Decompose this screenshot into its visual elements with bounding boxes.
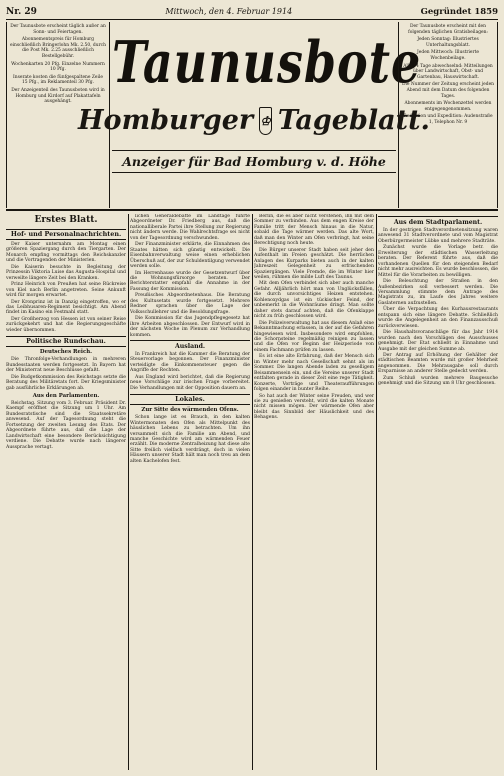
info-line: Der Taunusbote erscheint mit den folgenden täglichen Gratisbeilagen:: [408, 24, 488, 35]
article-paragraph: Die Bürger unserer Stadt haben seit jeher den Aufenthalt im Freien geschätzt. Die herrlichen Anlagen des Kurparks bieten auch in der kalten Jahreszeit Gelegenheit zu erfrischenden Spaziergängen. Viele Fremde, die im Winter hier weilen, rühmen die milde Luft des Taunus.: [254, 247, 374, 280]
info-line: Die Nummer der Zeitung erscheint jeden Abend mit dem Datum des folgenden Tages.: [402, 82, 495, 99]
article-paragraph: So hat auch der Winter seine Freuden, und wer sie zu genießen versteht, wird die kalten Monate nicht missen mögen. Der wärmende Ofen aber bleibt das Sinnbild der Häuslichkeit und des Behagens.: [254, 393, 374, 421]
newspaper-tagline: Anzeiger für Bad Homburg v. d. Höhe: [112, 150, 396, 173]
info-line: Der Anzeigenteil des Taunusboten wird in Homburg und Kirdorf auf Plakattafeln ausgehängt.: [11, 87, 105, 105]
top-bar: [6, 4, 498, 20]
masthead-rule: [6, 209, 498, 211]
issue-number: Nr. 29: [6, 6, 37, 17]
subsection-heading: Deutsches Reich.: [39, 349, 93, 356]
article-paragraph: Der Kaiser unternahm am Montag einen größeren Spaziergang durch den Tiergarten. Der Monarch empfing vormittags den Reichskanzler und die Vortragenden der Ministerien.: [6, 242, 126, 264]
subtitle-left: Homburger: [78, 105, 254, 136]
section-heading: Lokales.: [130, 394, 250, 405]
article-paragraph: Die Budgetkommission des Reichstags setzte die Beratung des Militäretats fort. Der Kriegsminister gab ausführliche Erklärungen ab.: [6, 374, 126, 391]
article-paragraph: Die Polizeiverwaltung hat aus diesem Anlaß eine Bekanntmachung erlassen, in der auf die Gefahren hingewiesen wird. Insbesondere wird empfohlen, die Schornsteine regelmäßig reinigen zu lassen und die Öfen vor Beginn der Heizperiode von einem Fachmann prüfen zu lassen.: [254, 320, 374, 353]
info-line: Jeden Sonntag: Illustriertes Unterhaltungsblatt.: [417, 37, 479, 48]
article-paragraph: lichen Generaldebatte im Landtage führte Abgeordneter Dr. Friedberg aus, daß die nationalliberale Partei ihre Stellung zur Regierung nicht ändern werde. Die Wahlrechtsfrage sei nicht von der Tagesordnung verschwunden.: [130, 214, 250, 241]
info-line: Redaktion und Expedition: Audenstraße 1, Telephon Nr. 9: [403, 114, 493, 125]
info-line: Inserate kosten die fünfgespaltene Zeile 15 Pfg., im Reklamenteil 30 Pfg.: [13, 74, 103, 86]
article-paragraph: Aus England wird berichtet, daß die Regierung neue Vorschläge zur irischen Frage vorbereitet. Die Verhandlungen mit der Opposition dauern an.: [130, 374, 250, 391]
article-paragraph: Der Finanzminister erklärte, die Einnahmen des Staates hätten sich günstig entwickelt. Die Eisenbahnverwaltung weise einen erheblichen Überschuß auf, der zur Schuldentilgung verwendet werden solle.: [130, 242, 250, 270]
newspaper-page: [6, 4, 498, 772]
subsection-heading: Aus den Parlamenten.: [32, 392, 100, 399]
section-heading: Aus dem Stadtparlament.: [378, 216, 498, 227]
column-divider: [376, 214, 377, 770]
info-line: Wochenkarten 20 Pfg. Einzelne Nummern 10 Pfg.: [11, 61, 105, 73]
article-paragraph: Prinz Heinrich von Preußen hat seine Rückreise von Kiel nach Berlin angetreten. Seine Ankunft wird für morgen erwartet.: [6, 282, 126, 299]
supplements-info-box: [398, 22, 498, 208]
article-paragraph: Die Thronfolge-Verhandlungen in mehreren Bundesstaaten werden fortgesetzt. In Bayern hat der Ministerrat neue Beschlüsse gefaßt.: [6, 357, 126, 374]
info-line: Abonnements im Wochenzettel werden entgegengenommen.: [404, 101, 492, 112]
column-4: [378, 214, 498, 770]
column-3: [254, 214, 374, 770]
info-line: Abonnementspreis für Homburg einschließlich Bringerlohn Mk. 2.50, durch die Post Mk. 2.25 ausschließlich Bestellgebühr.: [10, 37, 106, 59]
subtitle-right: Tageblatt.: [277, 105, 430, 136]
article-paragraph: Es ist eine alte Erfahrung, daß der Mensch sich im Winter mehr nach Gesellschaft sehnt als im Sommer. Die langen Abende laden zu geselligem Beisammensein ein, und die Vereine unserer Stadt entfalten gerade in dieser Zeit eine rege Tätigkeit. Konzerte, Vorträge und Theateraufführungen folgen einander in bunter Reihe.: [254, 354, 374, 393]
issue-date: Mittwoch, den 4. Februar 1914: [165, 7, 293, 16]
masthead: [78, 22, 430, 208]
section-heading: Erstes Blatt.: [34, 215, 98, 225]
column-divider: [252, 214, 253, 770]
section-heading: Hof- und Personalnachrichten.: [6, 229, 126, 240]
article-paragraph: Preußisches Abgeordnetenhaus. Die Beratung des Kultusetats wurde fortgesetzt. Mehrere Redner sprachen über die Lage der Volksschullehrer und die Besoldungsfrage.: [130, 293, 250, 315]
section-heading: Politische Rundschau.: [6, 336, 126, 347]
article-paragraph: In Frankreich hat die Kammer die Beratung der Steuervorlage begonnen. Der Finanzminister verteidigte die Einkommensteuer gegen die Angriffe der Rechten.: [130, 351, 250, 374]
article-paragraph: Über die Verpachtung des Kurhausrestaurants entspann sich eine längere Debatte. Schließlich wurde die Angelegenheit an den Finanzausschuß zurückverwiesen.: [378, 307, 498, 329]
article-paragraph: Zunächst wurde die Vorlage betr. die Erweiterung der städtischen Wasserleitung beraten. Der Referent führte aus, daß die vorhandenen Quellen für den steigenden Bedarf nicht mehr ausreichten. Es wurde beschlossen, die Mittel für die Vorarbeiten zu bewilligen.: [378, 245, 498, 278]
article-paragraph: Mit dem Ofen verbindet sich aber auch manche Gefahr. Alljährlich hört man von Unglücksfällen, die durch unvorsichtiges Heizen entstehen. Kohlenoxydgas ist ein tückischer Feind, der unbemerkt in die Wohnräume dringt. Man sollte daher stets darauf achten, daß die Ofenklappe nicht zu früh geschlossen wird.: [254, 281, 374, 320]
article-paragraph: Die Beleuchtung der Straßen in den Außenbezirken soll verbessert werden. Die Versammlung stimmte dem Antrage des Magistrats zu, im Laufe des Jahres weitere Gaslaternen aufzustellen.: [378, 279, 498, 306]
article-paragraph: Die Kaiserin besuchte in Begleitung der Prinzessin Viktoria Luise das Augusta-Hospital und verweilte längere Zeit bei den Kranken.: [6, 264, 126, 281]
article-paragraph: Reichstag. Sitzung vom 3. Februar. Präsident Dr. Kaempf eröffnet die Sitzung um 1 Uhr. Am Bundesratstische sind die Staatssekretäre anwesend. Auf der Tagesordnung steht die Fortsetzung der zweiten Lesung des Etats. Der Abgeordnete führte aus, daß die Lage der Landwirtschaft eine besondere Berücksichtigung verdiene. Die Debatte wurde nach längerer Aussprache vertagt.: [6, 400, 126, 450]
column-2: [130, 214, 250, 770]
article-paragraph: Der Kronprinz ist in Danzig eingetroffen, wo er das Leibhusaren-Regiment besichtigt. Am Abend findet im Kasino ein Festmahl statt.: [6, 299, 126, 316]
article-paragraph: Schon lange ist es Brauch, in den kalten Wintermonaten den Ofen als Mittelpunkt des häuslichen Lebens zu betrachten. Um ihn versammelt sich die Familie am Abend, und manche Geschichte wird am wärmenden Feuer erzählt. Die moderne Zentralheizung hat diese alte Sitte freilich vielfach verdrängt, doch in vielen Häusern unserer Stadt hält man noch treu an dem alten Kachelofen fest.: [130, 415, 250, 464]
section-heading: Ausland.: [130, 340, 250, 351]
founded-year: Gegründet 1859: [420, 6, 498, 17]
article-paragraph: Die Kommission für das Jugendpflegegesetz hat ihre Arbeiten abgeschlossen. Der Entwurf wird in der nächsten Woche im Plenum zur Verhandlung kommen.: [130, 316, 250, 338]
article-paragraph: Der Antrag auf Erhöhung der Gehälter der städtischen Beamten wurde mit großer Mehrheit angenommen. Die Mehrausgabe soll durch Ersparnisse an anderer Stelle gedeckt werden.: [378, 352, 498, 375]
newspaper-title: Taunusbote: [112, 28, 422, 96]
column-divider: [128, 214, 129, 770]
article-paragraph: Die Haushaltsvoranschläge für das Jahr 1914 wurden nach den Vorschlägen des Ausschusses genehmigt. Der Etat schließt in Einnahme und Ausgabe mit der gleichen Summe ab.: [378, 330, 498, 352]
article-paragraph: In der gestrigen Stadtverordnetensitzung waren anwesend 31 Stadtverordnete und vom Magistrat Oberbürgermeister Lübke und mehrere Stadträte.: [378, 228, 498, 244]
column-1: [6, 214, 126, 770]
crest-icon: ♔: [259, 107, 272, 135]
article-paragraph: Im Herrenhause wurde der Gesetzentwurf über die Wohnungsfürsorge beraten. Der Berichterstatter empfahl die Annahme in der Fassung der Kommission.: [130, 270, 250, 292]
info-line: Jeden Mittwoch: Illustrierte Wochenbeilage.: [417, 50, 479, 61]
article-paragraph: Berlin, die es aber nicht verstehen, ihn mit dem Sommer zu verbinden. Aus dem engen Kreise der Familie tritt der Mensch hinaus in die Natur, sobald die Tage wärmer werden. Das alte Wort, daß man den Winter am Ofen verbringt, hat seine Berechtigung noch heute.: [254, 214, 374, 247]
article-paragraph: Der Großherzog von Hessen ist von seiner Reise zurückgekehrt und hat die Regierungsgeschäfte wieder übernommen.: [6, 316, 126, 333]
subsection-heading: Zur Sitte des wärmenden Ofens.: [141, 407, 239, 414]
info-line: Alle 14 Tage abwechselnd: Mitteilungen über Landwirtschaft, Obst- und Gartenbau, Hauswirtschaft.: [403, 63, 493, 80]
article-paragraph: Zum Schluß wurden mehrere Baugesuche genehmigt und die Sitzung um 8 Uhr geschlossen.: [378, 375, 498, 387]
newspaper-subtitle: [78, 104, 430, 138]
info-line: Der Taunusbote erscheint täglich außer an Sonn- und Feiertagen.: [10, 24, 106, 35]
